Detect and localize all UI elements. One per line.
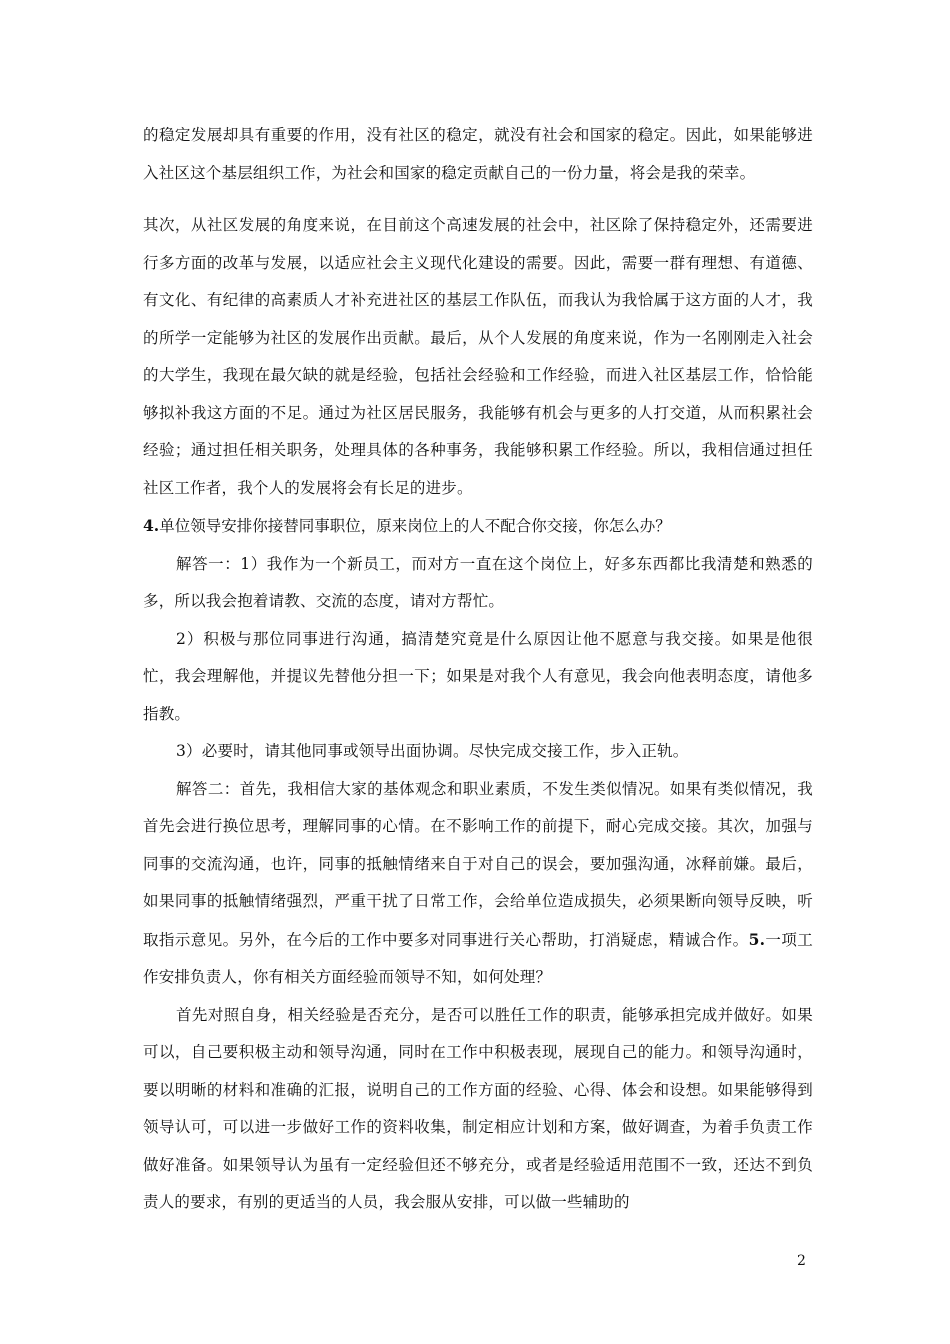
answer-2-paragraph (143, 771, 813, 997)
answer-2-text: 解答二：首先，我相信大家的基体观念和职业素质，不发生类似情况。如果有类似情况，我首先会进行换位思考，理解同事的心情。在不影响工作的前提下，耐心完成交接。其次，加强与同事的交流沟通，也许，同事的抵触情绪来自于对自己的误会，要加强沟通，冰释前嫌。最后，如果同事的抵触情绪强烈，严重干扰了日常工作，会给单位造成损失，必须果断向领导反映，听取指示意见。另外，在今后的工作中要多对同事进行关心帮助，打消疑虑，精诚合作。 (143, 779, 813, 949)
question-4-number: 4. (143, 516, 160, 535)
answer-1-step-1: 解答一：1）我作为一个新员工，而对方一直在这个岗位上，好多东西都比我清楚和熟悉的多，所以我会抱着请教、交流的态度，请对方帮忙。 (143, 554, 813, 610)
answer-5-paragraph: 首先对照自身，相关经验是否充分，是否可以胜任工作的职责，能够承担完成并做好。如果可以，自己要积极主动和领导沟通，同时在工作中积极表现，展现自己的能力。和领导沟通时，要以明晰的材料和准确的汇报，说明自己的工作方面的经验、心得、体会和设想。如果能够得到领导认可，可以进一步做好工作的资料收集，制定相应计划和方案，做好调查，为着手负责工作做好准备。如果领导认为虽有一定经验但还不够充分，或者是经验适用范围不一致，还达不到负责人的要求，有别的更适当的人员，我会服从安排，可以做一些辅助的 (143, 1005, 813, 1211)
page-number: 2 (797, 1253, 806, 1269)
paragraph-community-development: 其次，从社区发展的角度来说，在目前这个高速发展的社会中，社区除了保持稳定外，还需要进行多方面的改革与发展，以适应社会主义现代化建设的需要。因此，需要一群有理想、有道德、有文化、有纪律的高素质人才补充进社区的基层工作队伍，而我认为我恰属于这方面的人才，我的所学一定能够为社区的发展作出贡献。最后，从个人发展的角度来说，作为一名刚刚走入社会的大学生，我现在最欠缺的就是经验，包括社会经验和工作经验，而进入社区基层工作，恰恰能够拟补我这方面的不足。通过为社区居民服务，我能够有机会与更多的人打交道，从而积累社会经验；通过担任相关职务，处理具体的各种事务，我能够积累工作经验。所以，我相信通过担任社区工作者，我个人的发展将会有长足的进步。 (143, 216, 813, 497)
document-body (143, 117, 813, 1222)
question-4-heading (143, 507, 813, 546)
question-5-number: 5. (748, 929, 766, 949)
question-4-text: 单位领导安排你接替同事职位，原来岗位上的人不配合你交接，你怎么办？ (159, 517, 671, 535)
answer-1-step-2: 2）积极与那位同事进行沟通，搞清楚究竟是什么原因让他不愿意与我交接。如果是他很忙，我会理解他，并提议先替他分担一下；如果是对我个人有意见，我会向他表明态度，请他多指教。 (143, 629, 813, 723)
question-5-text: 一项工作安排负责人，你有相关方面经验而领导不知，如何处理？ (143, 930, 813, 986)
answer-1-step-3: 3）必要时，请其他同事或领导出面协调。尽快完成交接工作，步入正轨。 (176, 742, 689, 760)
paragraph-stability: 的稳定发展却具有重要的作用，没有社区的稳定，就没有社会和国家的稳定。因此，如果能够进入社区这个基层组织工作，为社会和国家的稳定贡献自己的一份力量，将会是我的荣幸。 (143, 126, 813, 182)
